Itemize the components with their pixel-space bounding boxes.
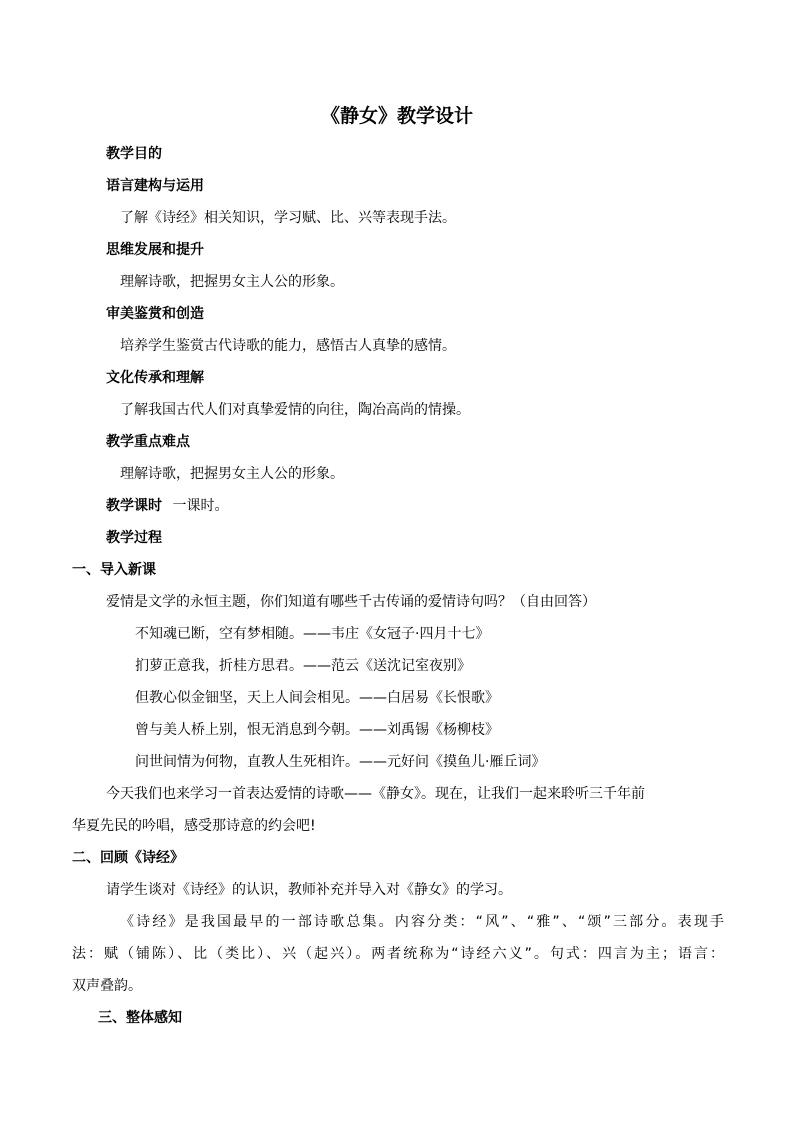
section1-heading: 一、导入新课 [72, 562, 156, 578]
language-text: 了解《诗经》相关知识，学习赋、比、兴等表现手法。 [120, 210, 456, 226]
section1-intro: 爱情是文学的永恒主题，你们知道有哪些千古传诵的爱情诗句吗？（自由回答） [106, 594, 596, 610]
section2-paragraph2-line2: 法：赋（铺陈）、比（类比）、兴（起兴）。两者统称为“诗经六义”。句式：四言为主；语言： [72, 946, 724, 962]
culture-heading: 文化传承和理解 [106, 370, 204, 386]
section2-paragraph2-line1: 《诗经》是我国最早的一部诗歌总集。内容分类：“风”、“雅”、“颂”三部分。表现手 [120, 914, 724, 930]
quote-item: 扪萝正意我，折桂方思君。——范云《送沈记室夜别》 [135, 658, 471, 674]
section2-paragraph2-line3: 双声叠韵。 [72, 978, 142, 994]
section1-outro-line1: 今天我们也来学习一首表达爱情的诗歌——《静女》。现在，让我们一起来聆听三千年前 [106, 786, 645, 802]
section3-heading: 三、整体感知 [98, 1010, 182, 1026]
quote-item: 不知魂已断，空有梦相随。——韦庄《女冠子·四月十七》 [135, 626, 490, 642]
process-heading: 教学过程 [106, 530, 162, 546]
section1-outro-line2: 华夏先民的吟唱，感受那诗意的约会吧! [72, 818, 316, 834]
thinking-text: 理解诗歌，把握男女主人公的形象。 [120, 274, 344, 290]
quote-item: 但教心似金钿坚，天上人间会相见。——白居易《长恨歌》 [135, 690, 499, 706]
hours-text: 一课时。 [172, 498, 229, 514]
section2-heading: 二、回顾《诗经》 [72, 850, 184, 866]
quote-item: 问世间情为何物，直教人生死相许。——元好问《摸鱼儿·雁丘词》 [135, 754, 546, 770]
thinking-heading: 思维发展和提升 [106, 242, 204, 258]
aesthetic-text: 培养学生鉴赏古代诗歌的能力，感悟古人真挚的感情。 [120, 338, 456, 354]
aesthetic-heading: 审美鉴赏和创造 [106, 306, 204, 322]
section2-paragraph1: 请学生谈对《诗经》的认识，教师补充并导入对《静女》的学习。 [106, 882, 512, 898]
culture-text: 了解我国古代人们对真挚爱情的向往，陶冶高尚的情操。 [120, 402, 470, 418]
document-title: 《静女》教学设计 [320, 105, 473, 127]
hours-heading: 教学课时 [106, 498, 162, 514]
language-heading: 语言建构与运用 [106, 178, 204, 194]
key-points-text: 理解诗歌，把握男女主人公的形象。 [120, 466, 344, 482]
hours-row [106, 496, 228, 516]
quote-item: 曾与美人桥上别，恨无消息到今朝。——刘禹锡《杨柳枝》 [135, 722, 499, 738]
objectives-heading: 教学目的 [106, 146, 162, 162]
key-points-heading: 教学重点难点 [106, 434, 190, 450]
